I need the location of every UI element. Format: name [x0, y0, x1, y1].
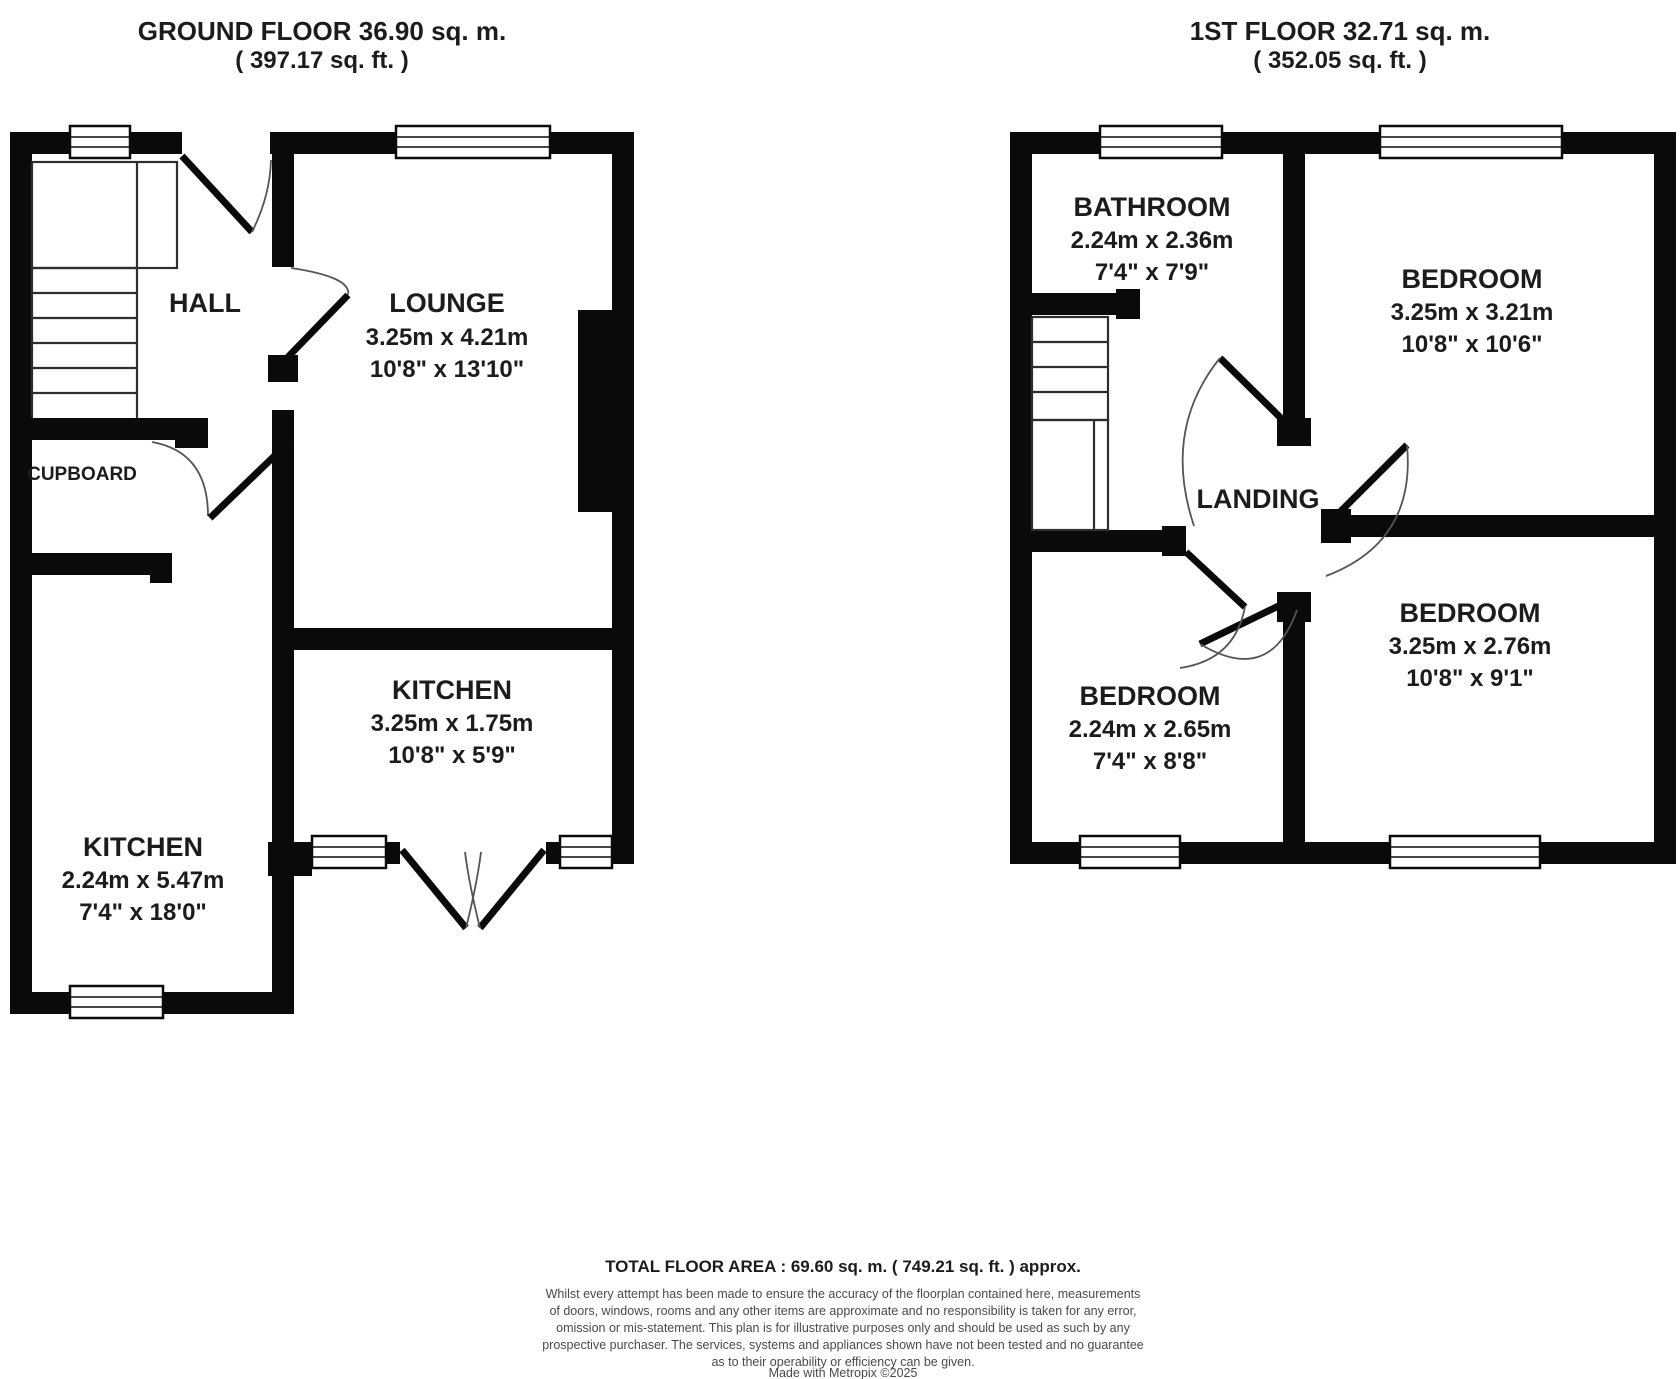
- bedroom1-door: [1326, 445, 1408, 576]
- window-bedroom3-bottom: [1390, 836, 1540, 868]
- landing-label: LANDING: [1196, 484, 1320, 514]
- chimney-breast: [578, 310, 612, 512]
- front-door: [182, 156, 271, 232]
- bedroom3-label: [1389, 598, 1552, 692]
- svg-text:3.25m x 4.21m: 3.25m x 4.21m: [365, 324, 529, 351]
- svg-text:3.25m x 1.75m: 3.25m x 1.75m: [370, 710, 534, 737]
- svg-text:LOUNGE: LOUNGE: [389, 288, 505, 318]
- svg-text:10'8" x 10'6": 10'8" x 10'6": [1401, 331, 1543, 358]
- first-floor-title: 1ST FLOOR 32.71 sq. m.: [1189, 16, 1491, 46]
- ground-floor-plan: [10, 16, 634, 1018]
- svg-text:7'4" x 8'8": 7'4" x 8'8": [1092, 748, 1208, 775]
- kitchen-label: [371, 675, 534, 769]
- window-kitchen-bottom-left: [312, 836, 386, 868]
- ground-floor-subtitle: ( 397.17 sq. ft. ): [235, 47, 409, 74]
- first-floor-subtitle: ( 352.05 sq. ft. ): [1253, 47, 1427, 74]
- footer: [542, 1257, 1144, 1379]
- svg-text:2.24m x 2.36m: 2.24m x 2.36m: [1070, 227, 1234, 254]
- bathroom-label: [1071, 192, 1234, 286]
- disclaimer-line-4: prospective purchaser. The services, systems and appliances shown have not been tested and no guarantee: [542, 1338, 1144, 1352]
- svg-text:BEDROOM: BEDROOM: [1079, 681, 1221, 711]
- window-kitchen2-bottom: [70, 986, 163, 1018]
- svg-text:2.24m x 2.65m: 2.24m x 2.65m: [1068, 716, 1232, 743]
- svg-text:10'8" x 13'10": 10'8" x 13'10": [369, 356, 525, 383]
- window-kitchen-bottom-right: [560, 836, 612, 868]
- window-lounge-top: [396, 126, 550, 158]
- svg-text:KITCHEN: KITCHEN: [392, 675, 512, 705]
- disclaimer-line-5: as to their operability or efficiency can be given.: [711, 1355, 975, 1369]
- lounge-label: [366, 288, 529, 383]
- kitchen-double-doors: [402, 850, 544, 928]
- svg-text:BEDROOM: BEDROOM: [1399, 598, 1541, 628]
- window-bedroom2-bottom: [1080, 836, 1180, 868]
- cupboard-door: [152, 440, 291, 518]
- lounge-door: [287, 268, 348, 358]
- window-bedroom1-top: [1380, 126, 1562, 158]
- svg-text:3.25m x 2.76m: 3.25m x 2.76m: [1388, 633, 1552, 660]
- svg-text:BATHROOM: BATHROOM: [1073, 192, 1231, 222]
- svg-text:7'4" x 7'9": 7'4" x 7'9": [1094, 259, 1210, 286]
- window-stairs-top: [70, 126, 130, 158]
- disclaimer-line-2: of doors, windows, rooms and any other items are approximate and no responsibility is taken for any error,: [549, 1304, 1137, 1318]
- svg-text:3.25m x 3.21m: 3.25m x 3.21m: [1390, 299, 1554, 326]
- ground-floor-doors: [152, 156, 544, 928]
- ground-floor-stairs: [32, 162, 177, 418]
- svg-text:2.24m x 5.47m: 2.24m x 5.47m: [61, 867, 225, 894]
- bedroom1-label: [1391, 264, 1554, 358]
- total-floor-area: TOTAL FLOOR AREA : 69.60 sq. m. ( 749.21 sq. ft. ) approx.: [605, 1257, 1081, 1276]
- kitchen2-label: [62, 832, 225, 926]
- svg-text:10'8" x 5'9": 10'8" x 5'9": [388, 742, 516, 769]
- hall-label: HALL: [169, 288, 241, 318]
- bedroom2-label: [1069, 681, 1232, 775]
- watermark: Made with Metropix ©2025: [768, 1366, 918, 1379]
- window-bathroom-top: [1100, 126, 1222, 158]
- svg-text:7'4" x 18'0": 7'4" x 18'0": [79, 899, 207, 926]
- svg-text:KITCHEN: KITCHEN: [83, 832, 203, 862]
- first-floor-plan: [1010, 16, 1676, 868]
- svg-text:BEDROOM: BEDROOM: [1401, 264, 1543, 294]
- first-floor-stairs: [1032, 317, 1108, 530]
- disclaimer-line-1: Whilst every attempt has been made to ensure the accuracy of the floorplan contained here, measurements: [545, 1287, 1141, 1301]
- cupboard-label: CUPBOARD: [27, 464, 137, 485]
- ground-floor-title: GROUND FLOOR 36.90 sq. m.: [137, 16, 507, 46]
- disclaimer-line-3: omission or mis-statement. This plan is for illustrative purposes only and should be used as such by any: [556, 1321, 1130, 1335]
- svg-text:10'8" x 9'1": 10'8" x 9'1": [1406, 665, 1534, 692]
